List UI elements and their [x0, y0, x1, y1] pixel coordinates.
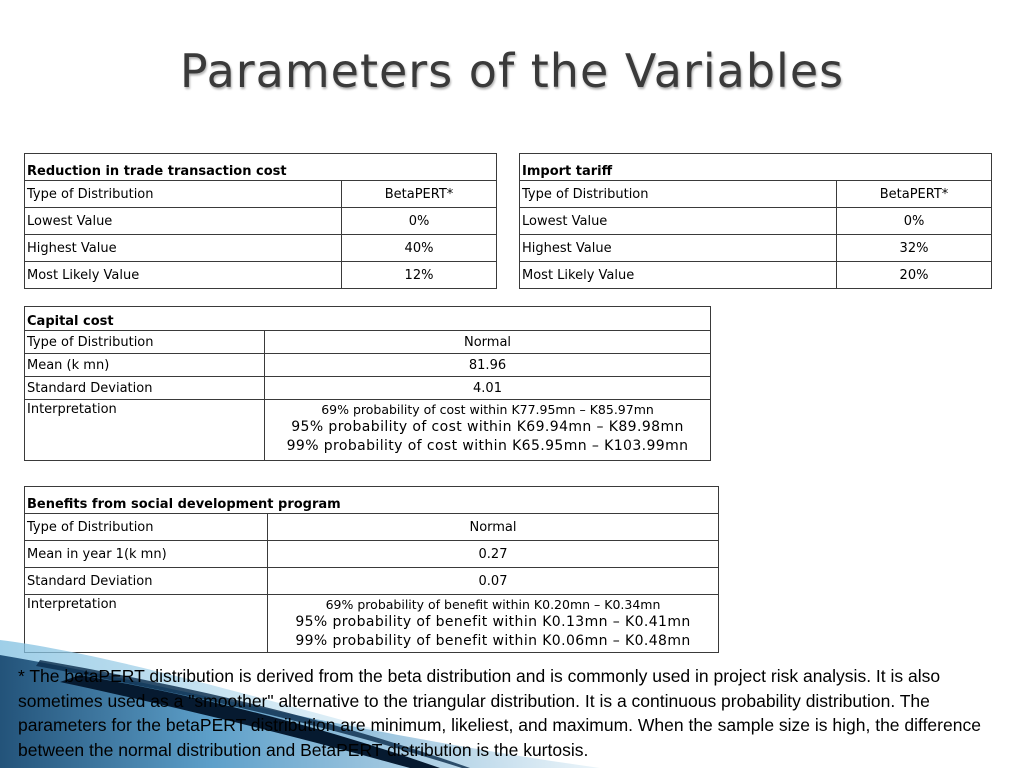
table-row [25, 331, 711, 354]
row-label: Lowest Value [25, 208, 342, 235]
capital-cost-table [24, 306, 711, 461]
interpretation-line: 69% probability of benefit within K0.20mn – K0.34mn [325, 597, 661, 612]
table-row [25, 354, 711, 377]
row-label: Type of Distribution [520, 181, 837, 208]
row-value: 20% [837, 262, 992, 289]
table-header: Import tariff [520, 154, 992, 181]
row-value: Normal [268, 514, 719, 541]
interpretation-line: 95% probability of cost within K69.94mn – K89.98mn [291, 419, 684, 435]
row-value: Normal [265, 331, 711, 354]
row-value: 32% [837, 235, 992, 262]
row-label: Highest Value [520, 235, 837, 262]
row-value: 0% [837, 208, 992, 235]
row-value: 4.01 [265, 377, 711, 400]
interpretation-label: Interpretation [25, 595, 268, 653]
interpretation-line: 69% probability of cost within K77.95mn – K85.97mn [321, 402, 654, 417]
row-label: Lowest Value [520, 208, 837, 235]
interpretation-line: 99% probability of benefit within K0.06mn – K0.48mn [295, 633, 691, 649]
row-label: Most Likely Value [25, 262, 342, 289]
row-label: Type of Distribution [25, 331, 265, 354]
table-row [520, 208, 992, 235]
import-tariff-table [519, 153, 992, 289]
row-value: 0% [342, 208, 497, 235]
interpretation-cell [265, 400, 711, 461]
row-label: Mean (k mn) [25, 354, 265, 377]
interpretation-label: Interpretation [25, 400, 265, 461]
row-label: Standard Deviation [25, 377, 265, 400]
table-header: Capital cost [25, 307, 711, 331]
table-row [25, 262, 497, 289]
table-row [25, 541, 719, 568]
interpretation-line: 99% probability of cost within K65.95mn – K103.99mn [286, 438, 689, 454]
row-label: Most Likely Value [520, 262, 837, 289]
row-value: 81.96 [265, 354, 711, 377]
trade-cost-table [24, 153, 497, 289]
row-label: Type of Distribution [25, 514, 268, 541]
table-row [25, 400, 711, 461]
row-value: BetaPERT* [837, 181, 992, 208]
row-label: Standard Deviation [25, 568, 268, 595]
table-row [520, 181, 992, 208]
table-header: Benefits from social development program [25, 487, 719, 514]
table-row [25, 235, 497, 262]
row-value: 40% [342, 235, 497, 262]
table-row [520, 262, 992, 289]
row-value: BetaPERT* [342, 181, 497, 208]
row-label: Mean in year 1(k mn) [25, 541, 268, 568]
row-value: 0.07 [268, 568, 719, 595]
row-value: 0.27 [268, 541, 719, 568]
table-row [25, 208, 497, 235]
table-row [25, 514, 719, 541]
table-row [520, 235, 992, 262]
interpretation-line: 95% probability of benefit within K0.13mn – K0.41mn [295, 614, 691, 630]
slide-title: Parameters of the Variables [179, 44, 845, 98]
row-label: Highest Value [25, 235, 342, 262]
row-value: 12% [342, 262, 497, 289]
row-label: Type of Distribution [25, 181, 342, 208]
table-row [25, 181, 497, 208]
table-row [25, 568, 719, 595]
table-row [25, 377, 711, 400]
table-header: Reduction in trade transaction cost [25, 154, 497, 181]
footnote: * The betaPERT distribution is derived from the beta distribution and is commonly used in project risk analysis. It is also sometimes used as a "smoother" alternative to the triangular distribution. It is a continuous probability distribution. The parameters for the betaPERT distribution are minimum, likeliest, and maximum. When the sample size is high, the difference between the normal distribution and BetaPERT distribution is the kurtosis. [18, 666, 981, 760]
